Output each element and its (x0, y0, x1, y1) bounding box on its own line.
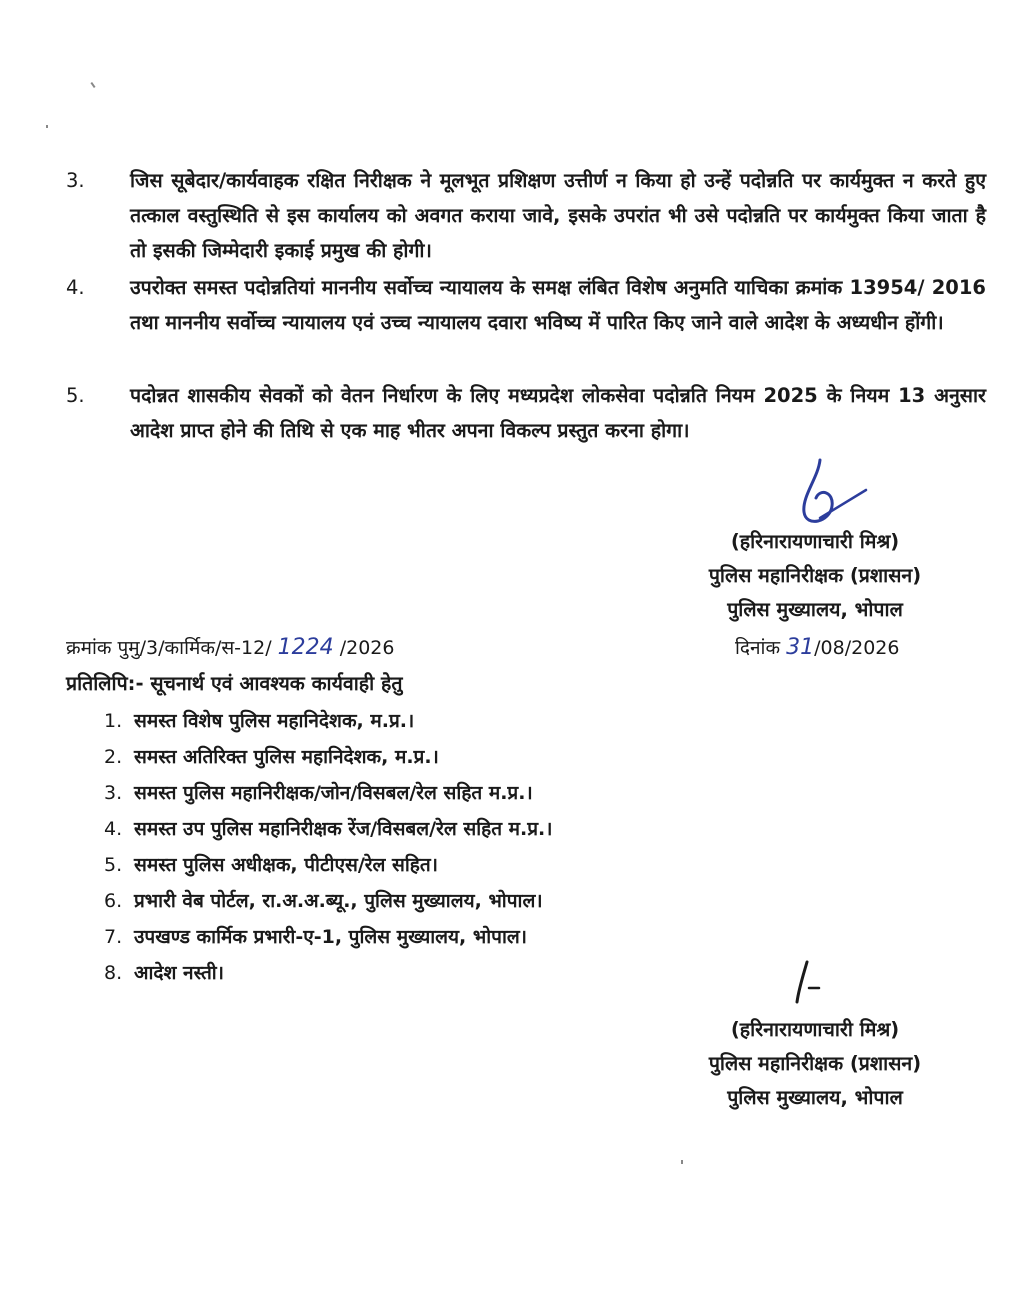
signatory-name: (हरिनारायणाचारी मिश्र) (730, 530, 900, 553)
signature-block-2 (660, 1013, 970, 1115)
reference-prefix: क्रमांक पुमु/3/कार्मिक/स-12/ (66, 637, 272, 659)
paragraph-number: 4. (66, 276, 85, 299)
paragraph-text: पदोन्नत शासकीय सेवकों को वेतन निर्धारण के लिए मध्यप्रदेश लोकसेवा पदोन्नति नियम 2025 के नियम 13 अनुसार आदेश प्राप्त होने की तिथि से एक माह भीतर अपना विकल्प प्रस्तुत करना होगा। (130, 384, 986, 442)
signature-block-1 (660, 525, 970, 627)
paragraph-3 (66, 163, 986, 268)
date-rest: /08/2026 (814, 637, 900, 659)
copy-list (104, 703, 552, 991)
copy-heading: प्रतिलिपि:- सूचनार्थ एवं आवश्यक कार्यवाही हेतु (66, 672, 403, 695)
paragraph-text: जिस सूबेदार/कार्यवाहक रक्षित निरीक्षक ने मूलभूत प्रशिक्षण उत्तीर्ण न किया हो उन्हें पदोन्नति पर कार्यमुक्त न करते हुए तत्काल वस्तुस्थिति से इस कार्यालय को अवगत कराया जावे, इसके उपरांत भी उसे पदोन्नति पर कार्यमुक्त किया जाता है तो इसकी जिम्मेदारी इकाई प्रमुख की होगी। (130, 169, 986, 262)
signatory-name: (हरिनारायणाचारी मिश्र) (730, 1018, 900, 1041)
paragraph-number: 5. (66, 384, 85, 407)
list-item: 1. समस्त विशेष पुलिस महानिदेशक, म.प्र.। (104, 710, 415, 732)
list-item: 6. प्रभारी वेब पोर्टल, रा.अ.अ.ब्यू., पुलिस मुख्यालय, भोपाल। (104, 890, 543, 912)
signatory-designation: पुलिस महानिरीक्षक (प्रशासन) (708, 1052, 922, 1075)
paragraph-text: उपरोक्त समस्त पदोन्नतियां माननीय सर्वोच्च न्यायालय के समक्ष लंबित विशेष अनुमति याचिका क्रमांक 13954/ 2016 तथा माननीय सर्वोच्च न्यायालय एवं उच्च न्यायालय दवारा भविष्य में पारित किए जाने वाले आदेश के अध्यधीन होंगी। (130, 276, 986, 334)
reference-number (66, 632, 394, 664)
reference-handwritten-number: 1224 (277, 635, 334, 660)
signatory-designation: पुलिस महानिरीक्षक (प्रशासन) (708, 564, 922, 587)
signatory-office: पुलिस मुख्यालय, भोपाल (727, 598, 903, 621)
paragraph-4 (66, 270, 986, 340)
list-item: 5. समस्त पुलिस अधीक्षक, पीटीएस/रेल सहित। (104, 854, 438, 876)
scan-speck (46, 125, 48, 128)
date-handwritten-day: 31 (786, 635, 815, 660)
list-item: 2. समस्त अतिरिक्त पुलिस महानिदेशक, म.प्र.। (104, 746, 439, 768)
paragraph-5 (66, 378, 986, 448)
reference-suffix: /2026 (339, 637, 395, 659)
order-date (735, 632, 899, 664)
handwritten-initials (785, 958, 835, 1008)
list-item: 4. समस्त उप पुलिस महानिरीक्षक रेंज/विसबल/रेल सहित म.प्र.। (104, 818, 553, 840)
paragraph-number: 3. (66, 169, 85, 192)
list-item: 7. उपखण्ड कार्मिक प्रभारी-ए-1, पुलिस मुख्यालय, भोपाल। (104, 926, 527, 948)
scan-speck (90, 82, 95, 88)
list-item: 3. समस्त पुलिस महानिरीक्षक/जोन/विसबल/रेल सहित म.प्र.। (104, 782, 533, 804)
signatory-office: पुलिस मुख्यालय, भोपाल (727, 1086, 903, 1109)
date-label: दिनांक (735, 637, 781, 659)
list-item: 8. आदेश नस्ती। (104, 962, 224, 984)
scan-speck (681, 1160, 683, 1164)
